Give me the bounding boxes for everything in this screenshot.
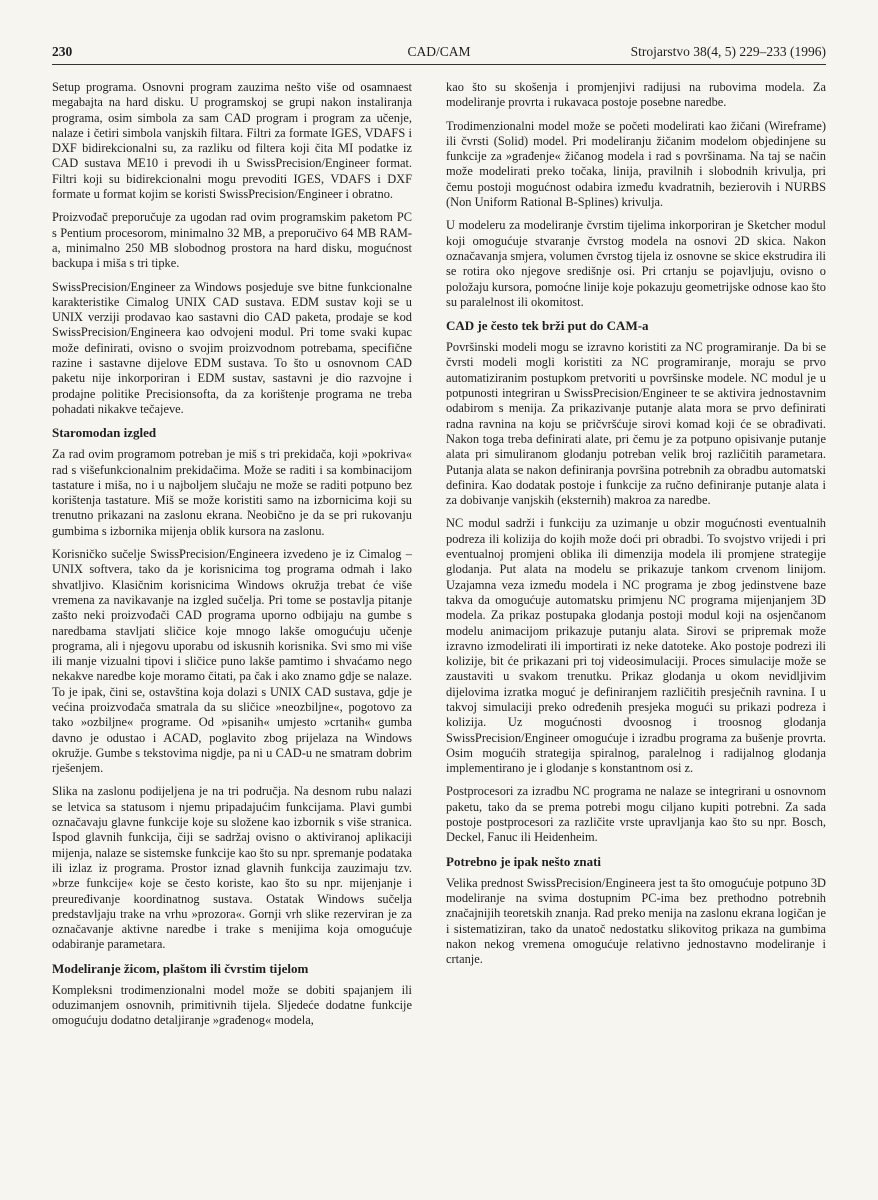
- section-heading: CAD je često tek brži put do CAM-a: [446, 318, 649, 334]
- paragraph: Korisničko sučelje SwissPrecision/Engineera izvedeno je iz Cimalog – UNIX softvera, tako da je korisnicima tog programa odmah i lako shvatljivo. Klasičnim korisnicima Windows okružja trebat će više vremena za navikavanje na izgled sučelja. Pri tome se postavlja pitanje zašto neki proizvođači CAD programa uporno odbijaju na gumbe s naredbama stavljati sličice koje mnogo lakše omogućuju učenje programa, ali i njegovu uporabu od iskusnih korisnika. Svi smo mi više ili manje vizualni tipovi i sličice puno lakše pamtimo i shvaćamo nego nekakve naredbe koje moramo čitati, pa čak i ako znamo gdje se nalaze. To je ipak, čini se, ostavština koja dolazi s UNIX CAD sustava, gdje je većina proizvođača smatrala da su sličice »neozbiljne«, pogotovo za tako »ozbiljne« programe. Od »pisanih« umjesto »crtanih« gumba davno je odustao i ACAD, poglavito zbog prijelaza na Windows okružje. Gumbe s tekstovima nigdje, pa ni u CAD-u ne smatram dobrim rješenjem.: [52, 547, 412, 776]
- paragraph: Slika na zaslonu podijeljena je na tri područja. Na desnom rubu nalazi se letvica sa statusom i njemu pripadajućim funkcijama. Plavi gumbi označavaju glavne funkcije koje su složene kao izbornik s više stranica. Ispod glavnih funkcija, čiji se sadržaj ovisno o aktiviranoj aplikaciji mijenja, nalaze se sistemske funkcije kao što su npr. spremanje podataka ili izlaz iz programa. Prostor iznad glavnih funkcija zauzimaju tzv. »brze funkcije« koje se često koriste, kao što su npr. mijenjanje i preuređivanje koordinatnog sustava. Ostatak Windows sučelja predstavljaju trake na vrhu »prozora«. Gornji vrh slike rezerviran je za označavanje aktivne naredbe i trake s menijima koja omogućuje odabiranje parametara.: [52, 784, 412, 952]
- paragraph: NC modul sadrži i funkciju za uzimanje u obzir mogućnosti eventualnih podreza ili kolizija do kojih može doći pri obradbi. To svojstvo vrijedi i pri eventualnoj promjeni oblika ili dimenzija modela ili promjene strategije glodanja. Put alata na modelu se prikazuje tankom crvenom linijom. Uzajamna veza između modela i NC programa je zbog jedinstvene baze takva da omogućuje automatsku primjenu NC programa mijenjanjem 3D modela. Za prikaz postupaka glodanja postoji modul koji na osjenčanom modelu animacijom prikazuje putanju alata. Sirovi se pripremak može izravno izmodelirati ili importirati iz neke datoteke. Ako postoje podrezi ili kolizije, bit će prikazani pri toj videosimulaciji. Proces simulacije može se zaustaviti u svakom trenutku. Prikaz glodanja u okom nevidljivim dijelovima izratka moguć je definiranjem različitih presječnih ravnina. I u takvoj simulaciji preko određenih presjeka mogući su prikazi podreza i kolizija. Uz mogućnosti dvoosnog i troosnog glodanja SwissPrecision/Engineer omogućuje i izradbu programa za bušenje provrta. Osim mogućih strategija spiralnog, paralelnog i radijalnog glodanja implementirano je i glodanje s konstantnom osi z.: [446, 516, 826, 776]
- paragraph: Proizvođač preporučuje za ugodan rad ovim programskim paketom PC s Pentium procesorom, minimalno 32 MB, a preporučivo 64 MB RAM-a, minimalno 250 MB slobodnog prostora na hard disku, mogućnost backupa i miša s tri tipke.: [52, 210, 412, 271]
- section-heading: Staromodan izgled: [52, 425, 157, 441]
- paragraph: Setup programa. Osnovni program zauzima nešto više od osamnaest megabajta na hard disku. U programskoj se grupi nakon instaliranja programa, osim simbola za sam CAD program i program za učenje, nalaze i četiri simbola vanjskih filtara. Filtri za formate IGES, VDAFS i DXF bidirekcionalni su, za razliku od filtera koji čita MI podatke iz CAD sustava ME10 i prevodi ih u SwissPrecision/Engineer format. Filtri koji su bidirekcionalni mogu prevoditi IGES, VDAFS i DXF formate u format kojim se koristi SwissPrecision/Engineer i obratno.: [52, 80, 412, 202]
- paragraph: SwissPrecision/Engineer za Windows posjeduje sve bitne funkcionalne karakteristike Cimalog UNIX CAD sustava. EDM sustav koji se u UNIX verziji prodavao kao sastavni dio CAD paketa, prodaje se kod SwissPrecision/Engineera kao odvojeni modul. Pri tome svaki kupac može definirati, ovisno o svojim proizvodnom potrebama, specifične razine i sastavne dijelove EDM sustava. To što u osnovnom CAD paketu nije inkorporiran i EDM sustav, sastavni je dio razvojne i prodajne politike Precisionsofta, da za korištenje programa ne treba pohadati nikakve tečajeve.: [52, 279, 412, 416]
- paragraph: Za rad ovim programom potreban je miš s tri prekidača, koji »pokriva« rad s višefunkcionalnim prekidačima. Može se raditi i sa kombinacijom tastature i miša, no i u najboljem slučaju ne može se raditi potpuno bez korištenja tastature. Miš se može koristiti samo na izbornicima koji su trenutno prikazani na zaslonu ekrana. Neobično je da se pri rukovanju gumbima s izbornika mijenja oblik kursora na zaslonu.: [52, 447, 412, 538]
- paragraph: Površinski modeli mogu se izravno koristiti za NC programiranje. Da bi se čvrsti modeli mogli koristiti za NC programiranje, moraju se prvo automatiziranim postupkom pretvoriti u površinske modele. NC modul je u potpunosti integriran u SwissPrecision/Engineer te se aktivira jednostavnim odabirom s menija. Za prikazivanje putanje alata mora se prvo definirati radna ravnina na koju se pričvršćuje sirovi komad koji će se obrađivati. Nakon toga treba definirati alate, pri čemu je za potpuno opisivanje putanje alata pri simuliranom glodanju potreban velik broj različitih parametara. Putanja alata se nakon definiranja površina potrebnih za obradbu automatski definira. Kao dodatak postoje i funkcije za ručno definiranje putanje alata i za dobivanje vanjskih (eksternih) makroa za naredbe.: [446, 340, 826, 508]
- paragraph: kao što su skošenja i promjenjivi radijusi na rubovima modela. Za modeliranje provrta i rukavaca postoje posebne naredbe.: [446, 80, 826, 110]
- journal-citation: Strojarstvo 38(4, 5) 229–233 (1996): [630, 44, 826, 59]
- paragraph: Postprocesori za izradbu NC programa ne nalaze se integrirani u osnovnom paketu, tako da se prema potrebi mogu ciljano kupiti potrebni. Za sada postoje postprocesori za različite vrste upravljanja kao što su npr. Bosch, Deckel, Fanuc ili Heidenheim.: [446, 784, 826, 845]
- page-number: 230: [52, 44, 73, 59]
- paragraph: Velika prednost SwissPrecision/Engineera jest ta što omogućuje potpuno 3D modeliranje na svima dostupnim PC-ima bez prethodno potrebnih značajnijih teoretskih znanja. Rad preko menija na zaslonu ekrana logičan je i sistematiziran, tako da unatoč nedostatku slikovitog prikaza na gumbima nakon nekog vremena omogućuje relativno jednostavno modeliranje i crtanje.: [446, 875, 826, 967]
- right-column: [446, 80, 826, 975]
- section-title: CAD/CAM: [407, 44, 471, 59]
- section-heading: Potrebno je ipak nešto znati: [446, 853, 602, 869]
- paragraph: U modeleru za modeliranje čvrstim tijelima inkorporiran je Sketcher modul koji omogućuje stvaranje čvrstog modela na osnovi 2D skica. Nakon označavanja smjera, volumen čvrstog tijela iz osnovne se skice ekstrudira ili se rotira oko njegove središnje osi. Pri crtanju se pojavljuju, ovisno o položaju kursora, pomoćne linije koje pokazuju geometrijske odnose kao što su paralelnost ili okomitost.: [446, 218, 826, 309]
- paragraph: Trodimenzionalni model može se početi modelirati kao žičani (Wireframe) ili čvrsti (Solid) model. Pri modeliranju žičanim modelom objedinjene su funkcije za »građenje« žičanog modela i rad s površinama. Na taj se način može modelirati preko točaka, linija, pravilnih i slobodnih krivulja, pri čemu postoji mogućnost odabira između kvadratnih, bezierovih i NURBS (Non Uniform Rational B-Splines) krivulja.: [446, 118, 826, 210]
- paragraph: Kompleksni trodimenzionalni model može se dobiti spajanjem ili oduzimanjem osnovnih, primitivnih tijela. Sljedeće dodatne funkcije omogućuju dodatno detaljiranje »građenog« modela,: [52, 982, 412, 1028]
- left-column: [52, 80, 412, 1037]
- section-heading: Modeliranje žicom, plaštom ili čvrstim tijelom: [52, 960, 309, 976]
- running-header: [52, 44, 826, 65]
